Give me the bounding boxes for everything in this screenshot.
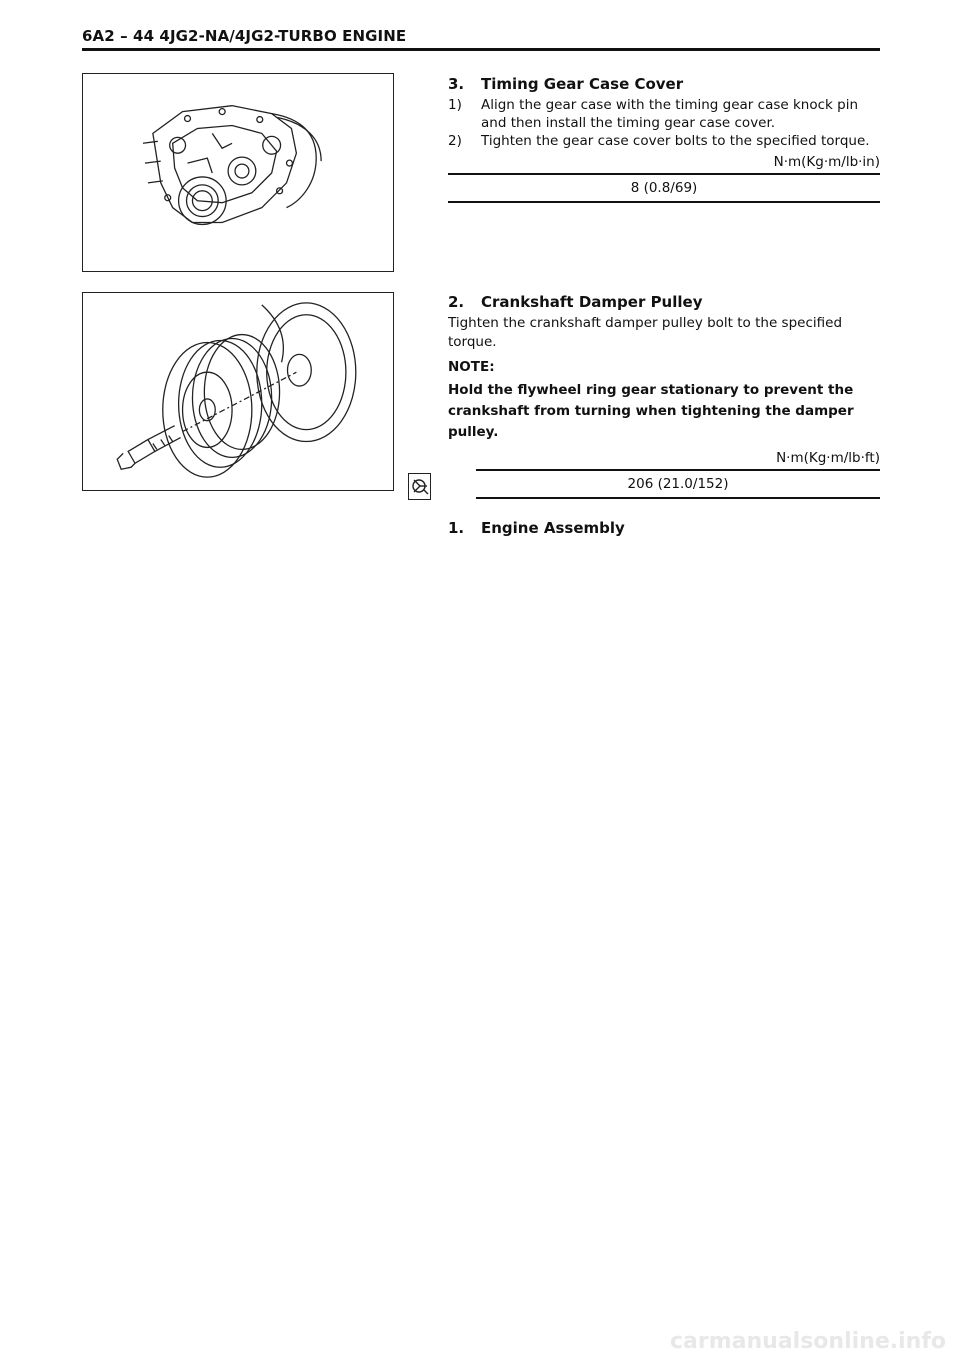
step-text: Tighten the gear case cover bolts to the specified torque. <box>481 133 870 149</box>
section-title-text: Crankshaft Damper Pulley <box>481 293 703 311</box>
section-number: 2. <box>448 293 465 311</box>
torque-value: 8 (0.8/69) <box>448 173 880 203</box>
step-1 <box>448 96 880 132</box>
crankshaft-pulley-illustration <box>83 293 393 490</box>
section-engine-assembly <box>448 519 880 538</box>
timing-gear-case-figure <box>82 73 394 272</box>
section-title-text: Timing Gear Case Cover <box>481 75 684 93</box>
note-label: NOTE: <box>448 359 495 375</box>
page-header: 6A2 – 44 4JG2-NA/4JG2-TURBO ENGINE <box>82 27 407 45</box>
section-timing-gear-case-cover <box>448 75 880 203</box>
timing-gear-case-illustration <box>83 74 393 271</box>
section-title <box>448 293 880 312</box>
torque-value: 206 (21.0/152) <box>476 469 880 499</box>
section-number: 3. <box>448 75 465 93</box>
step-text: Align the gear case with the timing gear case knock pin and then install the timing gear case cover. <box>481 97 859 131</box>
section-title-text: Engine Assembly <box>481 519 625 537</box>
torque-unit: N·m(Kg·m/lb·in) <box>773 154 880 170</box>
watermark: carmanualsonline.info <box>670 1329 946 1354</box>
torque-unit: N·m(Kg·m/lb·ft) <box>776 450 880 466</box>
step-number: 1) <box>448 97 462 113</box>
section-crankshaft-damper-pulley <box>448 293 880 499</box>
torque-wrench-icon <box>408 473 431 500</box>
step-number: 2) <box>448 133 462 149</box>
section-body: Tighten the crankshaft damper pulley bolt to the specified torque. <box>448 315 843 350</box>
section-number: 1. <box>448 519 465 537</box>
note-text: Hold the flywheel ring gear stationary to prevent the crankshaft from turning when tightening the damper pulley. <box>448 382 854 440</box>
section-title <box>448 519 880 538</box>
crankshaft-pulley-figure <box>82 292 394 491</box>
section-title <box>448 75 880 94</box>
header-rule <box>82 48 880 51</box>
step-2 <box>448 132 880 150</box>
